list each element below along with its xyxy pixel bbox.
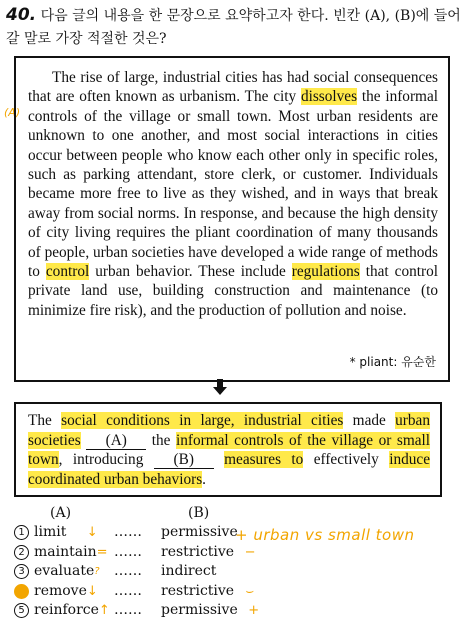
dots: …… — [114, 543, 142, 560]
choice-2-b: restrictive — [161, 543, 235, 560]
blank-a: (A) — [86, 433, 146, 450]
highlight-control: control — [45, 263, 90, 281]
choice-number-5: 5 — [14, 603, 29, 618]
passage-text-1: The rise of large, industrial cities has had social consequences that are often known as urbanism. The city — [28, 69, 438, 106]
header-b: (B) — [188, 505, 210, 521]
summary-text-6: . — [202, 470, 206, 488]
choice-number-2: 2 — [14, 545, 29, 560]
header-a: (A) — [50, 505, 72, 521]
summary-text-5: effectively — [303, 451, 390, 469]
choice-5-a: reinforce — [34, 602, 99, 618]
passage-text-4: that control private land use, building construction and maintenance (to minimize fire risk), and the production of pollution and noise. — [28, 263, 438, 319]
summary-highlight-2: urban societies — [28, 412, 430, 449]
choice-1-b: permissive — [161, 524, 238, 540]
footnote: * pliant: 유순한 — [349, 354, 436, 369]
choice-3-b: indirect — [161, 563, 217, 579]
passage-text-2: the informal controls of the village or small town. Most urban residents are unknown to one another, and most social interactions in cities occur between people who know each other only in specific roles, such as parking attendant, store clerk, or customer. Individuals became more free to live as they wished, and in ways that break away from social norms. In response, and because the high density of city living requires the pliant coordination of many thousands of people, urban societies have developed a wide range of methods to — [28, 88, 438, 281]
b-mark-5: + — [248, 603, 260, 618]
choice-5-b: permissive — [161, 602, 238, 618]
question-header — [6, 4, 468, 51]
choice-4-a: remove — [34, 582, 87, 599]
choice-2-b-wrap — [161, 543, 256, 563]
b-mark-2: − — [244, 544, 256, 560]
dots: …… — [114, 524, 142, 540]
mark-4: ↓ — [86, 583, 98, 599]
passage-box — [14, 56, 450, 382]
summary-highlight-5: induce coordinated urban behaviors — [28, 451, 430, 488]
summary-box — [14, 402, 442, 497]
choice-number-1: 1 — [14, 525, 29, 540]
dots: …… — [114, 563, 142, 579]
passage-text — [28, 68, 438, 320]
highlight-dissolves: dissolves — [300, 88, 358, 106]
blank-b: (B) — [154, 452, 214, 469]
question-number: 40. — [6, 5, 37, 25]
summary-text-2: made — [343, 412, 396, 429]
mark-5: ↑ — [98, 603, 110, 618]
dots: …… — [114, 602, 142, 618]
mark-1: ↓ — [86, 525, 98, 540]
handwritten-note: + urban vs small town — [235, 526, 415, 544]
choice-2-a: maintain — [34, 543, 97, 560]
dots: …… — [114, 582, 142, 599]
b-mark-4: ⌣ — [244, 583, 254, 599]
margin-mark-a: (A) — [4, 106, 21, 119]
choice-3-a: evaluate — [34, 563, 95, 579]
choice-4-b-wrap — [161, 582, 254, 602]
mark-3: ? — [94, 566, 100, 577]
passage-text-3: urban behavior. These include — [89, 263, 292, 281]
mark-2: = — [96, 544, 108, 560]
highlight-regulations: regulations — [291, 263, 360, 281]
summary-text-4: , introducing — [58, 451, 154, 469]
summary-highlight-4: measures to — [224, 451, 304, 469]
summary-text-3: the — [146, 431, 176, 449]
choice-4-b: restrictive — [161, 582, 235, 599]
choice-5-b-wrap — [161, 601, 260, 621]
summary-highlight-3: informal controls of the village or small town — [28, 431, 431, 469]
choice-1-a: limit — [34, 524, 67, 540]
summary-highlight-1: social conditions in large, industrial cities — [61, 412, 344, 429]
choice-number-4: 4 — [14, 584, 29, 599]
choice-number-3: 3 — [14, 564, 29, 579]
question-instruction: 다음 글의 내용을 한 문장으로 요약하고자 한다. 빈칸 (A), (B)에 들어갈 말로 가장 적절한 것은? — [6, 8, 461, 47]
summary-text-1: The — [28, 412, 62, 429]
